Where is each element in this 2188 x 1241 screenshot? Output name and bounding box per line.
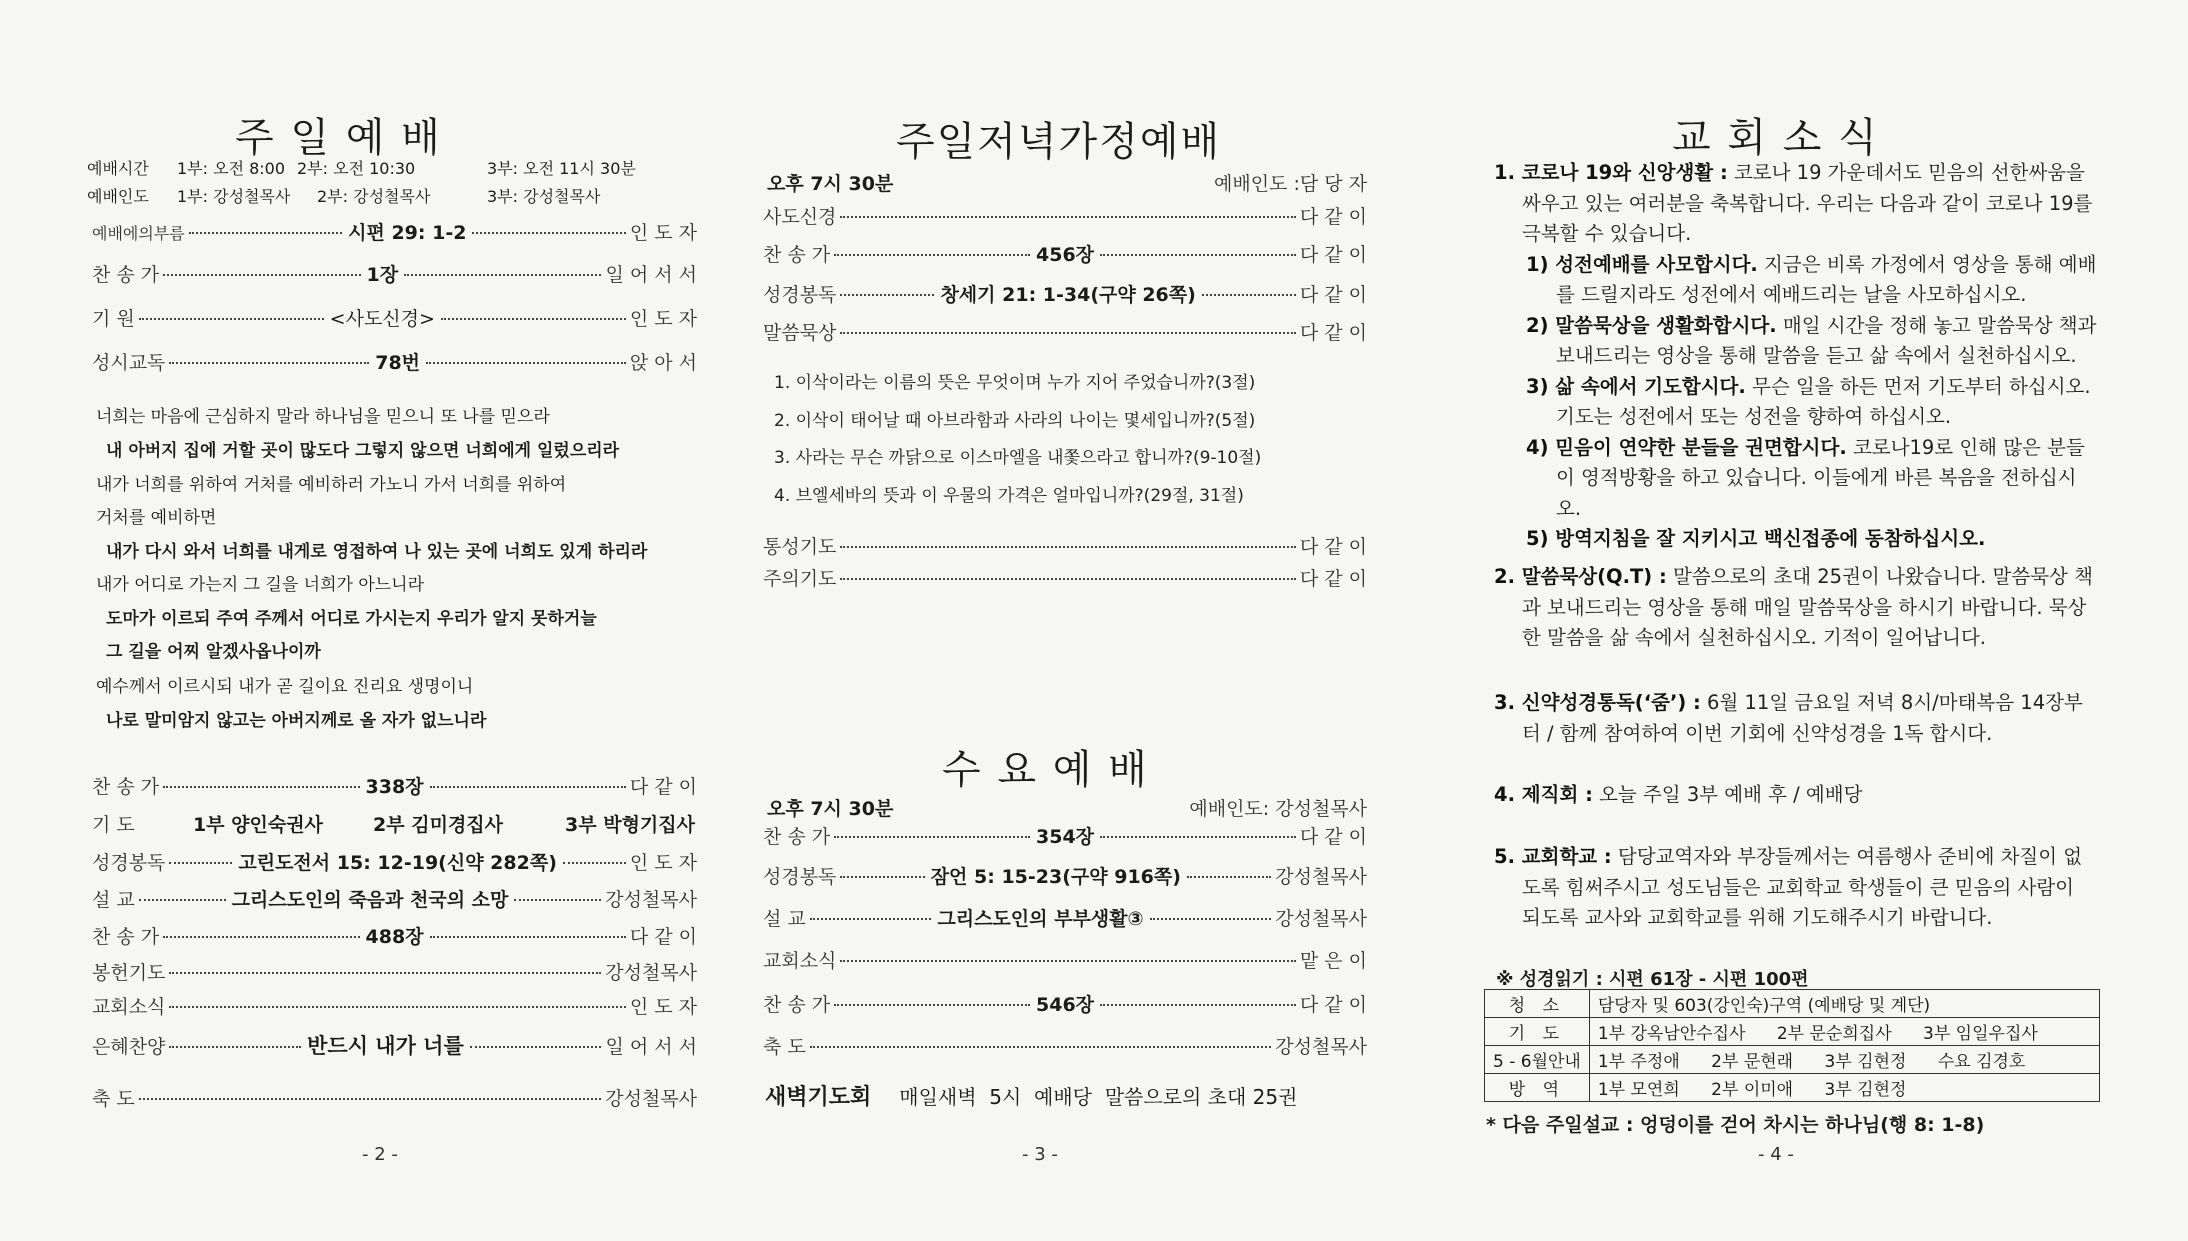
time-1: 1부: 오전 8:00 (177, 159, 286, 178)
news-text: 말씀으로의 초대 25권이 나왔습니다. 말씀묵상 책과 보내드리는 영상을 통해 매일 말씀묵상을 하시기 바랍니다. 묵상한 말씀을 삶 속에서 실천하십시오. 기적이 일어납니다. (1522, 565, 2093, 649)
order-row (763, 1032, 1367, 1059)
reading-line: 나로 말미암지 않고는 아버지께로 올 자가 없느니라 (106, 711, 487, 731)
time-3: 3부: 오전 11시 30분 (487, 159, 636, 178)
reading-line: 거처를 예비하면 (96, 508, 217, 528)
prayer-3: 3부 박형기집사 (565, 814, 695, 836)
leader-3: 3부: 강성철목사 (487, 187, 601, 206)
cell-part: 1부 모연희 (1597, 1080, 1680, 1100)
order-label: 기 원 (92, 308, 135, 330)
order-person: 강성철목사 (605, 889, 697, 911)
order-label: 축 도 (763, 1036, 806, 1058)
order-content: 354장 (1036, 826, 1095, 848)
order-person: 강성철목사 (605, 1088, 697, 1110)
service-leaders (87, 184, 600, 207)
news-item-4 (1494, 780, 2099, 811)
order-label: 성시교독 (92, 352, 166, 374)
reading-line: 너희는 마음에 근심하지 말라 하나님을 믿으니 또 나를 믿으라 (96, 407, 550, 427)
order-content: 잠언 5: 15-23(구약 916쪽) (930, 866, 1181, 888)
reading-line: 내가 너희를 위하여 거처를 예비하러 가노니 가서 너희를 위하여 (96, 475, 567, 495)
subitem-text: 매일 시간을 정해 놓고 말씀묵상 책과 보내드리는 영상을 통해 말씀을 듣고 삶 속에서 실천하십시오. (1556, 313, 2097, 367)
order-label: 성경봉독 (763, 284, 837, 306)
news-head: 5. 교회학교 : (1494, 845, 1612, 868)
order-row (763, 822, 1367, 849)
order-label: 성경봉독 (763, 866, 837, 888)
order-label: 사도신경 (763, 206, 837, 228)
page-title: 교 회 소 식 (1672, 115, 1879, 161)
news-head: 4. 제직회 : (1494, 783, 1593, 806)
question: 2. 이삭이 태어날 때 아브라함과 사라의 나이는 몇세입니까?(5절) (774, 411, 1256, 431)
order-content: 1장 (366, 264, 399, 286)
order-row (92, 1084, 697, 1111)
order-label: 예배에의부름 (92, 224, 185, 243)
service-header (767, 169, 1367, 196)
page-number: - 3 - (1022, 1144, 1058, 1165)
order-row (92, 348, 697, 375)
prayer-1: 1부 양인숙권사 (192, 814, 323, 836)
table-row (1485, 1018, 2100, 1046)
subitem-text: 지금은 비록 가정에서 영상을 통해 예배를 드릴지라도 성전에서 예배드리는 날을 사모하십시오. (1556, 252, 2097, 306)
order-row (763, 862, 1367, 889)
order-content: 반드시 내가 너를 (307, 1034, 464, 1058)
order-label: 봉헌기도 (92, 962, 166, 984)
leaders-label: 예배인도 (87, 187, 149, 206)
order-label: 교회소식 (763, 950, 837, 972)
order-person: 다 같 이 (1299, 244, 1368, 266)
order-content: 78번 (375, 352, 421, 374)
service-header (767, 794, 1367, 821)
order-row (92, 304, 697, 331)
times-label: 예배시간 (87, 159, 149, 178)
order-label: 찬 송 가 (92, 264, 160, 286)
order-label: 말씀묵상 (763, 322, 837, 344)
order-label: 통성기도 (763, 536, 837, 558)
page-4 (1390, 0, 2188, 1241)
dawn-text: 매일새벽 5시 예배당 말씀으로의 초대 25권 (899, 1085, 1298, 1109)
news-item-3 (1494, 688, 2099, 749)
order-content: 그리스도인의 죽음과 천국의 소망 (231, 889, 509, 911)
order-label: 교회소식 (92, 996, 166, 1018)
order-person: 앉 아 서 (629, 352, 697, 374)
page-number: - 4 - (1758, 1144, 1794, 1165)
subitem-head: 3) 삶 속에서 기도합시다. (1526, 374, 1746, 398)
service-time: 오후 7시 30분 (767, 173, 894, 195)
prayer-2: 2부 김미경집사 (373, 814, 504, 836)
dawn-title: 새벽기도회 (765, 1085, 872, 1110)
order-label: 축 도 (92, 1088, 135, 1110)
order-person: 다 같 이 (1299, 994, 1368, 1016)
table-cell (1589, 1046, 2099, 1074)
order-row (763, 240, 1367, 267)
page-title: 주일저녁가정예배 (896, 119, 1222, 165)
table-head: 청 소 (1485, 990, 1590, 1018)
order-row (92, 885, 697, 912)
leader-2: 2부: 강성철목사 (317, 187, 431, 206)
news-head: 2. 말씀묵상(Q.T) : (1494, 565, 1667, 588)
order-person: 일 어 서 서 (605, 264, 697, 286)
order-row (92, 958, 697, 985)
order-person: 다 같 이 (1299, 536, 1367, 558)
duty-table (1484, 989, 2100, 1102)
dawn-prayer (765, 1080, 1297, 1111)
service-leader: 예배인도: 강성철목사 (1189, 798, 1367, 820)
cell-part: 3부 김현정 (1824, 1052, 1907, 1072)
order-row (763, 280, 1367, 307)
order-person: 다 같 이 (1299, 322, 1367, 344)
reading-line: 도마가 이르되 주여 주께서 어디로 가시는지 우리가 알지 못하거늘 (106, 609, 597, 629)
order-row (92, 1030, 697, 1060)
question: 4. 브엘세바의 뜻과 이 우물의 가격은 얼마입니까?(29절, 31절) (774, 486, 1244, 506)
order-row (763, 532, 1367, 559)
subitem-text: 무슨 일을 하든 먼저 기도부터 하십시오. 기도는 성전에서 또는 성전을 향하여 하십시오. (1556, 374, 2091, 428)
question: 3. 사라는 무슨 까닭으로 이스마엘을 내쫓으라고 합니까?(9-10절) (774, 448, 1262, 468)
service-leader: 예배인도 :담 당 자 (1214, 173, 1367, 195)
order-content: 그리스도인의 부부생활③ (937, 908, 1144, 930)
table-row (1485, 990, 2100, 1018)
page-2 (0, 0, 730, 1241)
table-head: 방 역 (1485, 1074, 1590, 1102)
order-person: 인 도 자 (629, 852, 697, 874)
table-row (1485, 1074, 2100, 1102)
cell-part: 수요 김경호 (1937, 1052, 2026, 1072)
order-row (763, 564, 1367, 591)
order-person: 인 도 자 (629, 222, 697, 244)
page-number: - 2 - (362, 1144, 398, 1165)
order-row (92, 848, 697, 875)
subitem-head: 1) 성전예배를 사모합시다. (1526, 252, 1758, 276)
order-row (763, 946, 1367, 973)
reading-line: 내 아버지 집에 거할 곳이 많도다 그렇지 않으면 너희에게 일렀으리라 (106, 441, 620, 461)
order-row (763, 904, 1367, 931)
order-person: 다 같 이 (1299, 826, 1368, 848)
subitem-text: 코로나19로 인해 많은 분들이 영적방황을 하고 있습니다. 이들에게 바른 복음을 전하십시오. (1556, 435, 2085, 520)
news-text: 담당교역자와 부장들께서는 여름행사 준비에 차질이 없도록 힘써주시고 성도님들은 교회학교 학생들이 큰 믿음의 사람이 되도록 교사와 교회학교를 위해 기도해주시기 바랍니다. (1522, 845, 2083, 929)
leader-1: 1부: 강성철목사 (177, 187, 291, 206)
order-label: 찬 송 가 (763, 826, 831, 848)
news-item-5 (1494, 842, 2099, 934)
order-person: 다 같 이 (1299, 206, 1367, 228)
order-label: 주의기도 (763, 568, 837, 590)
order-person: 인 도 자 (629, 996, 697, 1018)
order-person: 일 어 서 서 (605, 1036, 697, 1058)
order-person: 강성철목사 (1275, 908, 1367, 930)
cell-part: 2부 문현래 (1711, 1052, 1794, 1072)
order-row (92, 218, 697, 245)
order-label: 찬 송 가 (763, 244, 831, 266)
table-cell (1589, 1074, 2099, 1102)
order-content: 546장 (1036, 994, 1095, 1016)
order-content: 456장 (1036, 244, 1095, 266)
order-row (763, 318, 1367, 345)
cell-part: 2부 문순희집사 (1776, 1024, 1892, 1044)
order-row (763, 990, 1367, 1017)
order-content: 창세기 21: 1-34(구약 26쪽) (940, 284, 1196, 306)
service-times (87, 156, 636, 179)
subitem-head: 2) 말씀묵상을 생활화합시다. (1526, 313, 1777, 337)
news-item-2 (1494, 562, 2099, 654)
subitem-head: 4) 믿음이 연약한 분들을 권면합시다. (1526, 435, 1847, 459)
time-2: 2부: 오전 10:30 (297, 159, 416, 178)
reading-line: 예수께서 이르시되 내가 곧 길이요 진리요 생명이니 (96, 677, 474, 697)
reading-line: 내가 다시 와서 너희를 내게로 영접하여 나 있는 곳에 너희도 있게 하리라 (106, 542, 648, 562)
next-sermon: * 다음 주일설교 : 엉덩이를 걷어 차시는 하나님(행 8: 1-8) (1486, 1114, 1985, 1136)
cell-part: 1부 강옥남안수집사 (1597, 1024, 1746, 1044)
order-content: 488장 (365, 926, 424, 948)
cell-part: 3부 임일우집사 (1923, 1024, 2038, 1044)
order-person: 다 같 이 (1299, 568, 1367, 590)
news-text: 6월 11일 금요일 저녁 8시/마태복음 14장부터 / 함께 참여하여 이번 기회에 신약성경을 1독 합시다. (1522, 691, 2083, 745)
news-head: 1. 코로나 19와 신앙생활 : (1494, 161, 1728, 184)
order-row (92, 260, 697, 287)
order-person: 맡 은 이 (1299, 950, 1367, 972)
news-head: 3. 신약성경통독(‘줌’) : (1494, 691, 1701, 714)
cell-part: 1부 주정애 (1597, 1052, 1680, 1072)
order-label: 성경봉독 (92, 852, 166, 874)
order-label: 찬 송 가 (92, 776, 160, 798)
order-row (763, 202, 1367, 229)
table-head: 기 도 (1485, 1018, 1590, 1046)
table-cell (1589, 1018, 2099, 1046)
order-content: 시편 29: 1-2 (348, 222, 467, 244)
order-person: 강성철목사 (1275, 1036, 1367, 1058)
order-row (92, 992, 697, 1019)
order-person: 인 도 자 (629, 308, 698, 330)
order-label: 설 교 (92, 889, 135, 911)
wednesday-title: 수 요 예 배 (942, 747, 1149, 793)
table-cell: 담당자 및 603(강인숙)구역 (예배당 및 계단) (1589, 990, 2099, 1018)
order-person: 다 같 이 (1299, 284, 1368, 306)
news-text: 코로나 19 가운데서도 믿음의 선한싸움을 싸우고 있는 여러분을 축복합니다. 우리는 다음과 같이 코로나 19를 극복할 수 있습니다. (1522, 161, 2093, 245)
order-person: 다 같 이 (629, 926, 698, 948)
cell-part: 2부 이미애 (1711, 1080, 1794, 1100)
prayer-row (92, 810, 697, 837)
bible-reading: ※ 성경읽기 : 시편 61장 - 시편 100편 (1496, 969, 1809, 990)
cell-part: 3부 김현정 (1824, 1080, 1907, 1100)
table-head: 5 - 6월안내 (1485, 1046, 1590, 1074)
table-row (1485, 1046, 2100, 1074)
page-title: 주 일 예 배 (235, 115, 442, 161)
order-label: 찬 송 가 (92, 926, 160, 948)
order-row (92, 772, 697, 799)
order-person: 강성철목사 (1275, 866, 1367, 888)
order-content: 고린도전서 15: 12-19(신약 282쪽) (238, 852, 557, 874)
order-label: 설 교 (763, 908, 806, 930)
order-person: 강성철목사 (605, 962, 697, 984)
order-person: 다 같 이 (629, 776, 698, 798)
order-content: 338장 (365, 776, 424, 798)
subitem-head: 5) 방역지침을 잘 지키시고 백신접종에 동참하십시오. (1526, 527, 1986, 550)
reading-line: 그 길을 어찌 알겠사옵나이까 (106, 642, 321, 662)
reading-line: 내가 어디로 가는지 그 길을 너희가 아느니라 (96, 575, 425, 595)
news-text: 오늘 주일 3부 예배 후 / 예배당 (1592, 783, 1863, 806)
question: 1. 이삭이라는 이름의 뜻은 무엇이며 누가 지어 주었습니까?(3절) (774, 373, 1256, 393)
service-time: 오후 7시 30분 (767, 798, 894, 820)
order-label: 기 도 (92, 814, 135, 836)
order-label: 은혜찬양 (92, 1036, 166, 1058)
order-label: 찬 송 가 (763, 994, 831, 1016)
order-row (92, 922, 697, 949)
order-content: <사도신경> (329, 308, 435, 330)
page-3 (730, 0, 1390, 1241)
news-item-1 (1494, 158, 2099, 555)
